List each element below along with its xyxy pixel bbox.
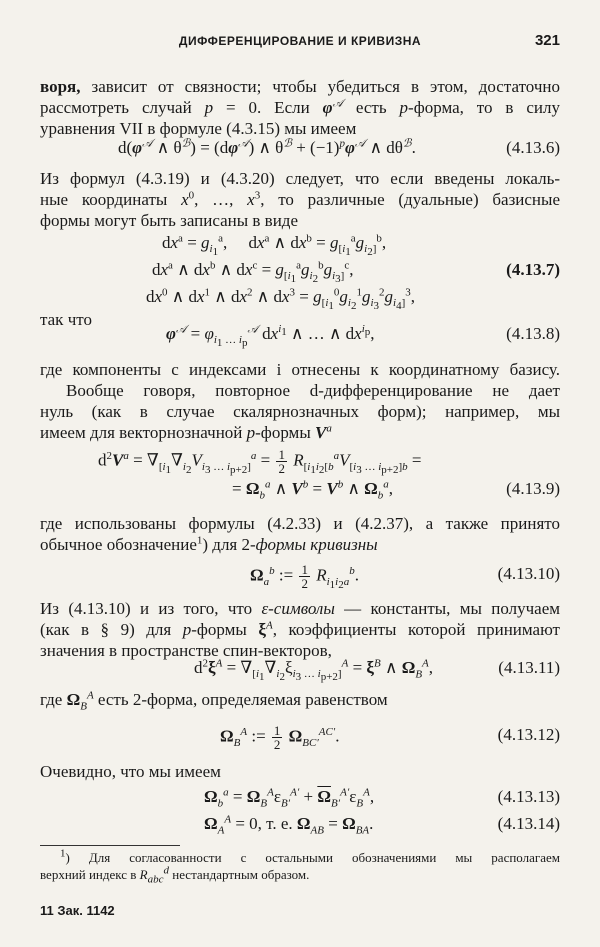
equation-number: (4.13.7) [506, 260, 560, 279]
equation-number: (4.13.11) [498, 658, 560, 677]
text-line: формы могут быть записаны в виде [40, 211, 298, 230]
text-line: Вообще говоря, повторное d-дифференцирование не дает [66, 381, 560, 400]
text-line: Из формул (4.3.19) и (4.3.20) следует, что если введены локаль- [40, 169, 560, 188]
running-title: ДИФФЕРЕНЦИРОВАНИЕ И КРИВИЗНА [178, 34, 422, 48]
text-line: ные координаты $x^0$, …, $x^3$, то различные (дуальные) базисные [40, 189, 560, 209]
text-line: обычное обозначение$^1$) для 2-формы кривизны [40, 534, 378, 554]
equation-number: (4.13.6) [506, 138, 560, 157]
text-line: где компоненты с индексами i отнесены к координатному базису. [40, 360, 560, 379]
text-line: нуль (как в случае скалярнозначных форм); например, мы [40, 402, 560, 421]
footnote-line: верхний индекс в $R_{abc}^d$ нестандартным образом. [40, 864, 310, 886]
footnote-line: $^1$) Для согласованности с остальными обозначениями мы располагаем [60, 847, 560, 865]
equation-number: (4.13.13) [497, 787, 560, 806]
book-page: ДИФФЕРЕНЦИРОВАНИЕ И КРИВИЗНА 321 воря, зависит от связности; чтобы убедиться в этом, достаточно рассмотреть случай p = 0. Если $\varphi^𝒜$ есть p-форма, то в силу уравнения VII в формуле (4.3.15) мы имеем $d(\varphi^𝒜$ ∧ $\theta^ℬ) = (d\varphi^𝒜)$ ∧ $\theta^ℬ + (-1)^p\varphi^𝒜$ ∧ $d\theta^ℬ$. (4.13.6) Из формул (4.3.19) и (4.3.20) следует, что если введены локаль- ные координаты $x^0$, …, $x^3$, то различные (дуальные) базисные формы могут быть записаны в виде $dx^a = g_{i_1}^a$, $dx^a$ ∧ $dx^b = g_{[i_1}^ag_{i_2]}^b$, $dx^a$ ∧ $dx^b$ ∧ $dx^c = g_{[i_1}^ag_{i_2}^bg_{i_3]}^c$, (4.13.7) $dx^0$ ∧ $dx^1$ ∧ $dx^2$ ∧ $dx^3 = g_{[i_1}^0g_{i_2}^1g_{i_3}^2g_{i_4]}^3$, так что $\varphi^𝒜 = \varphi_{i_1 \dots i_p}^𝒜$ $dx^{i_1}$ ∧ … ∧ $dx^{i_p}$, (4.13.8) где компоненты с индексами i отнесены к координатному базису. Вообще говоря, повторное d-дифференцирование не дает нуль (как в случае скалярнозначных форм); например, мы имеем для векторнозначной p-формы $V^a$ $d^2V^a = \nabla_{[i_1}\nabla_{i_2}V_{i_3 \dots i_{p+2}]}^a$ = $\frac{1}{2}$ $R_{[i_1i_2[b}^aV_{[i_3 \dots i_{p+2}]b}$ = = $\Omega_b^a$ ∧ $V^b = V^b$ ∧ $\Omega_b^a$, (4.13.9) где использованы формулы (4.2.33) и (4.2.37), а также принято обычное обозначение$^1$) для 2-формы кривизны $\Omega_a^b$ := $\frac{1}{2}$ $R_{i_1i_2a}^b$. (4.13.10) Из (4.13.10) и из того, что ε-символы — константы, мы получаем (как в § 9) для p-формы $\xi^A$, коэффициенты которой принимают значения в пространстве спин-векторов, $d^2\xi^A = \nabla_{[i_1}\nabla_{i_2}\xi_{i_3 \dots i_{p+2}]}^A = \xi^B$ ∧ $\Omega_B^A$, (4.13.11) где $\Omega_B^A$ есть 2-форма, определяемая равенством $\Omega_B^A$ := $\frac{1}{2}$ $\Omega_{BC'}^{AC'}$. (4.13.12) Очевидно, что мы имеем $\Omega_b^a = \Omega_B^A\varepsilon_{B'}^{A'} + \overline{\Omega}_{B'}^{A'}\varepsilon_B^A$, (4.13.13) $\Omega_A^A = 0$, т. е. $\Omega_{AB} = \Omega_{BA}$. (4.13.14) $^1$) Для согласованности с остальными обозначениями мы располагаем верхний индекс в $R_{abc}^d$ нестандартным образом. 11 Зак. 1142 [40, 32, 561, 918]
text-line: (как в § 9) для p-формы $\xi^A$, коэффициенты которой принимают [40, 619, 560, 639]
text-line: имеем для векторнозначной p-формы $V^a$ [40, 422, 332, 442]
text-line: рассмотреть случай p = 0. Если $\varphi^𝒜$ есть p-форма, то в силу [40, 97, 560, 117]
equation-number: (4.13.12) [497, 725, 560, 744]
text-line: уравнения VII в формуле (4.3.15) мы имеем [40, 119, 357, 138]
page-number: 321 [534, 32, 560, 49]
text-line: воря, зависит от связности; чтобы убедиться в этом, достаточно [40, 77, 560, 96]
text-line: где использованы формулы (4.2.33) и (4.2.37), а также принято [40, 514, 560, 533]
equation-number: (4.13.14) [497, 814, 560, 833]
text-line: значения в пространстве спин-векторов, [40, 641, 332, 660]
text-line: так что [40, 310, 92, 329]
equation-number: (4.13.10) [497, 564, 560, 583]
printer-signature: 11 Зак. 1142 [40, 903, 115, 918]
running-header [40, 30, 560, 54]
equation-number: (4.13.8) [506, 324, 560, 343]
text-line: где $\Omega_B^A$ есть 2-форма, определяемая равенством [40, 689, 388, 713]
equation-number: (4.13.9) [506, 479, 560, 498]
text-line: Из (4.13.10) и из того, что ε-символы — константы, мы получаем [40, 599, 561, 618]
text-line: Очевидно, что мы имеем [40, 762, 221, 781]
footnote-rule [40, 845, 180, 846]
